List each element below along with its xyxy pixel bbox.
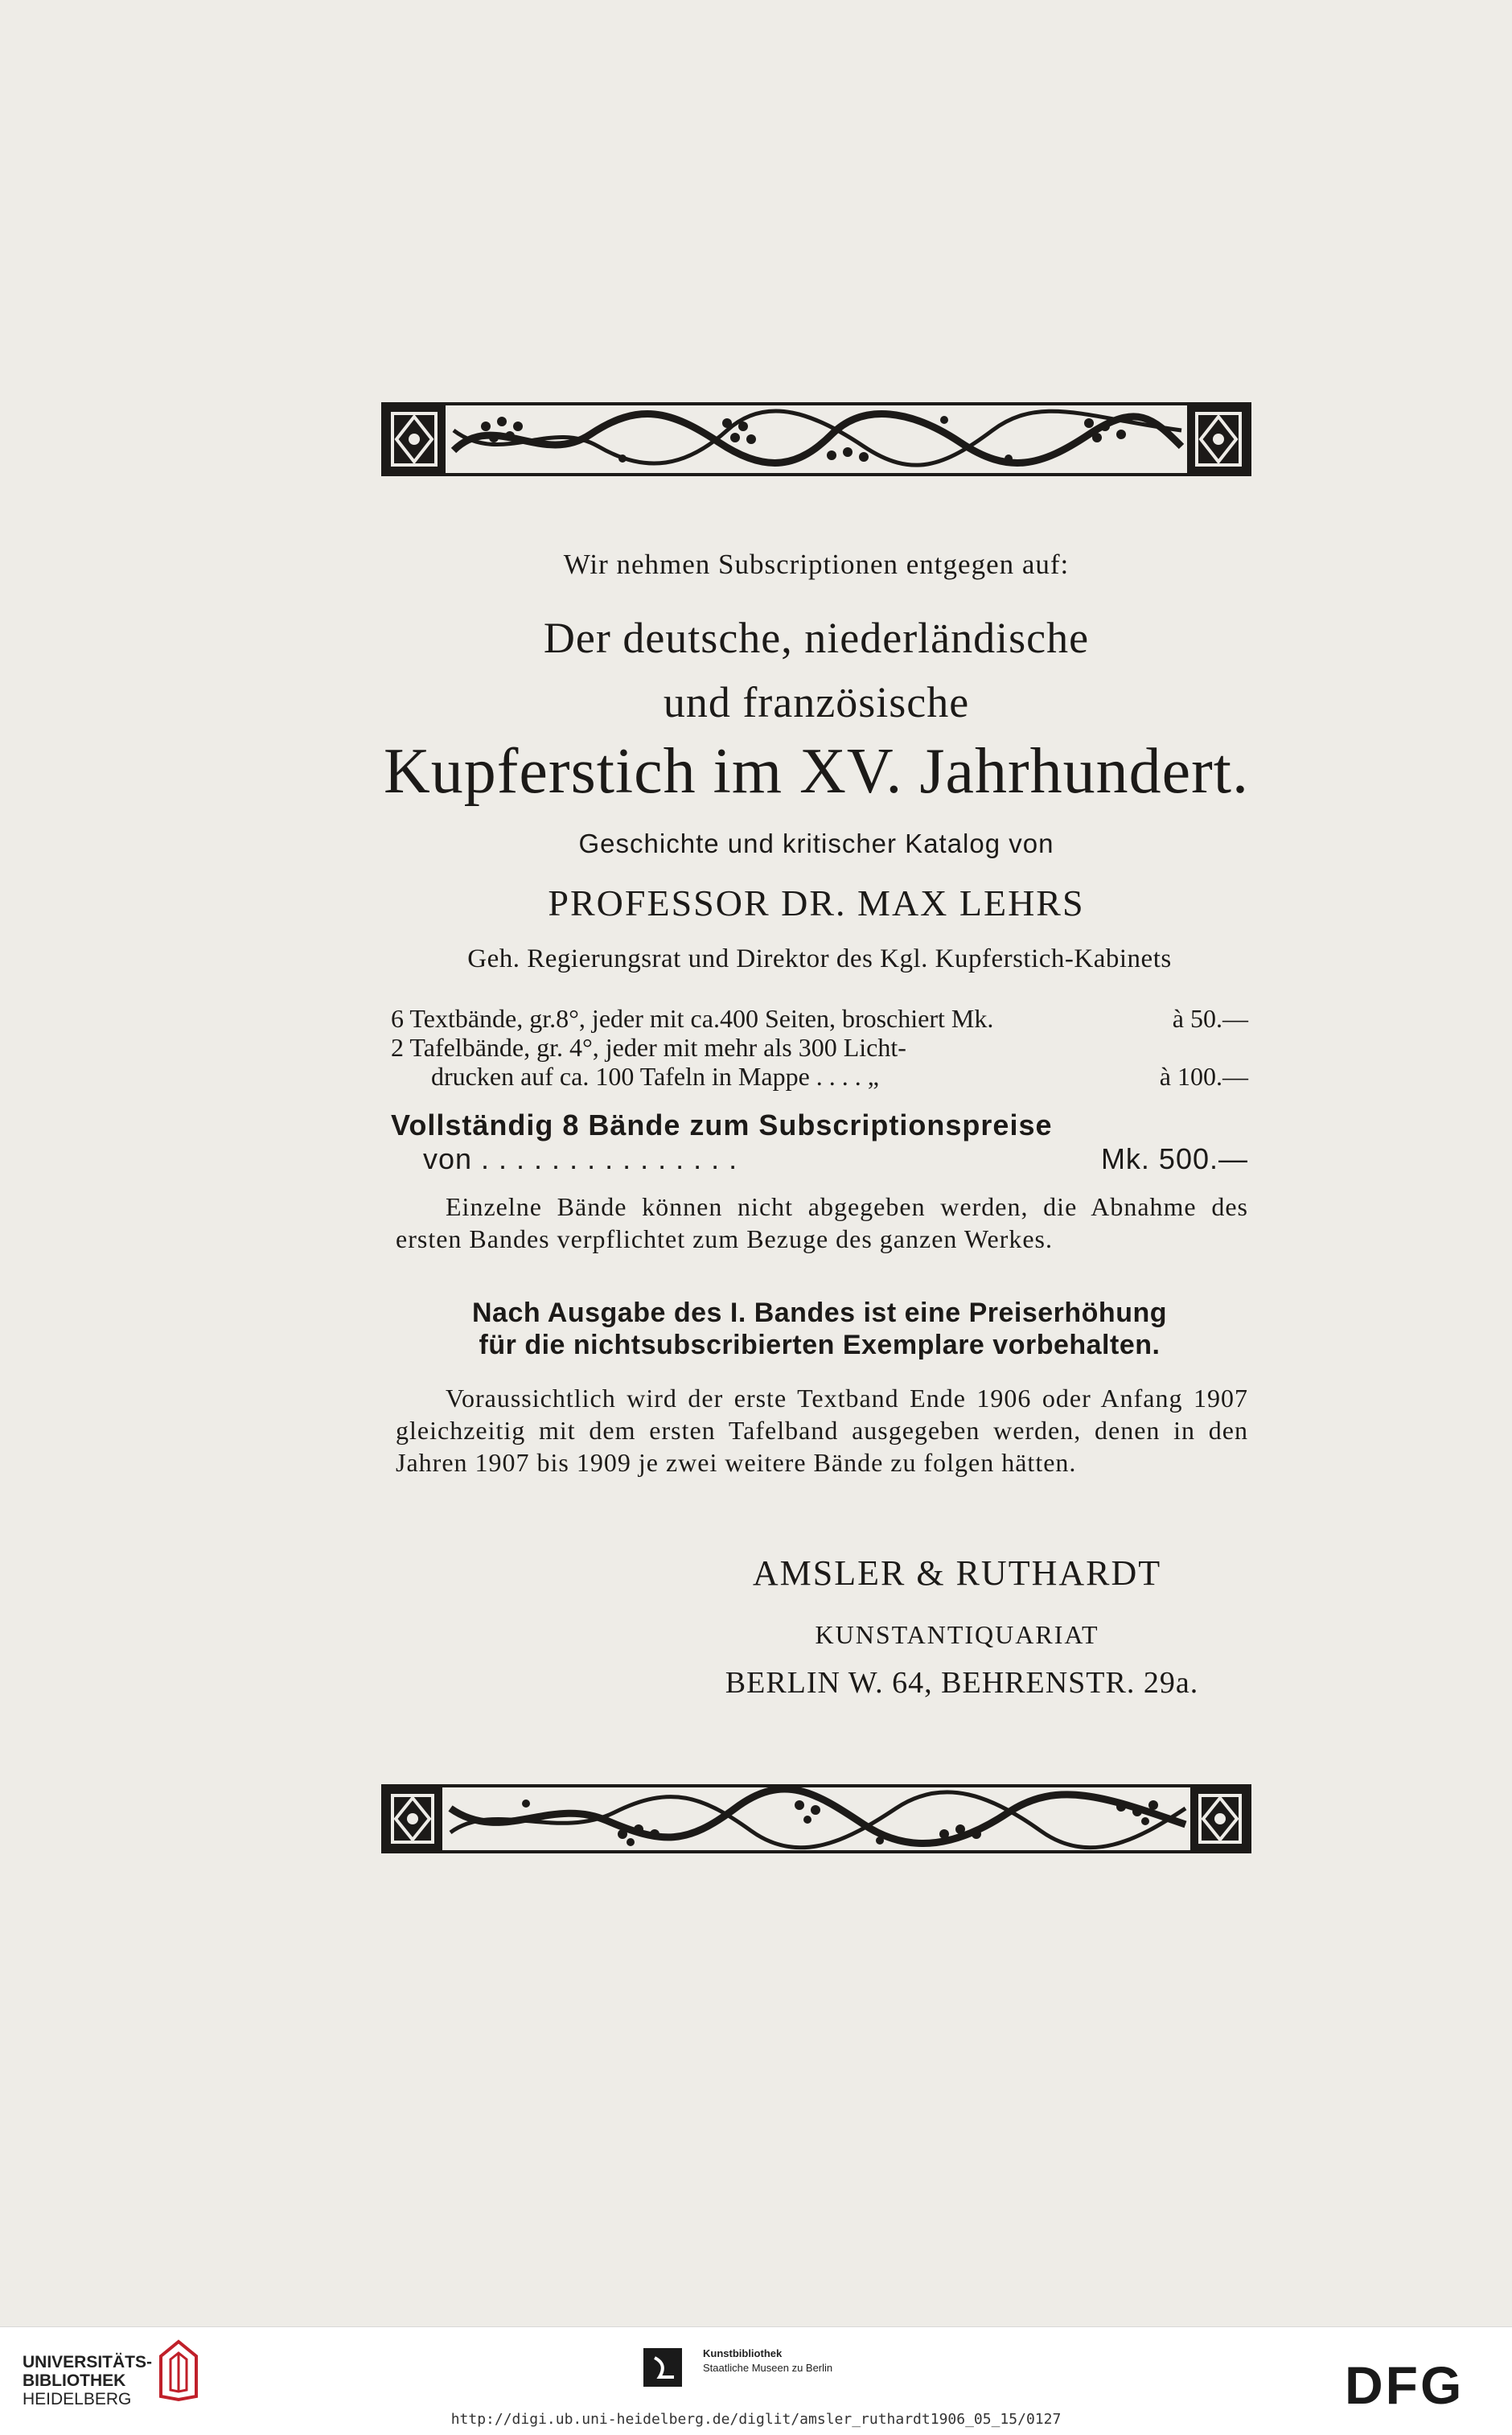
volume-description: 2 Tafelbände, gr. 4°, jeder mit mehr als 300 Licht- <box>391 1033 906 1062</box>
title-line-1: Der deutsche, niederländische <box>543 614 1090 662</box>
subtitle: Geschichte und kritischer Katalog von <box>578 829 1054 858</box>
publisher-name: AMSLER & RUTHARDT <box>752 1553 1162 1593</box>
author-position: Geh. Regierungsrat und Direktor des Kgl. Kupferstich-Kabinets <box>467 944 1172 973</box>
library-line-2: BIBLIOTHEK <box>23 2371 126 2390</box>
complete-price: Mk. 500.— <box>1100 1142 1248 1175</box>
volume-price: à 50.— <box>1172 1004 1248 1033</box>
publisher-type: KUNSTANTIQUARIAT <box>815 1620 1099 1649</box>
note-single-volumes: Einzelne Bände können nicht abgegeben werden, die Abnahme des ersten Bandes verpflichtet zum Bezuge des ganzen Werkes. <box>396 1192 1248 1253</box>
title-line-3: Kupferstich im XV. Jahrhundert. <box>384 736 1249 807</box>
author-name: PROFESSOR DR. MAX LEHRS <box>548 882 1085 923</box>
library-logo-icon <box>154 2338 211 2403</box>
bottom-ornament-border <box>381 1784 1251 1853</box>
volume-price: à 100.— <box>1159 1062 1248 1091</box>
partner-line-2: Staatliche Museen zu Berlin <box>703 2362 833 2374</box>
price-notice-line-1: Nach Ausgabe des I. Bandes ist eine Preiserhöhung <box>471 1298 1168 1328</box>
permalink-url[interactable]: http://digi.ub.uni-heidelberg.de/diglit/amsler_ruthardt1906_05_15/0127 <box>450 2411 1062 2428</box>
price-notice <box>391 1297 1248 1361</box>
complete-offer: Vollständig 8 Bände zum Subscriptionspreise <box>391 1109 1053 1141</box>
library-line-3: HEIDELBERG <box>23 2390 132 2408</box>
volume-row <box>431 1062 1248 1092</box>
volume-row <box>391 1004 1248 1034</box>
intro-text: Wir nehmen Subscriptionen entgegen auf: <box>563 549 1070 580</box>
volume-row <box>391 1033 1248 1063</box>
complete-von: von . . . . . . . . . . . . . . . <box>423 1142 738 1175</box>
volume-description: 6 Textbände, gr.8°, jeder mit ca.400 Seiten, broschiert Mk. <box>391 1004 994 1033</box>
volume-description: drucken auf ca. 100 Tafeln in Mappe . . . . „ <box>431 1062 879 1091</box>
publisher-address: BERLIN W. 64, BEHRENSTR. 29a. <box>725 1666 1199 1700</box>
schedule-note: Voraussichtlich wird der erste Textband Ende 1906 oder Anfang 1907 gleichzeitig mit dem ersten Tafelband ausgegeben werden, denen in den Jahren 1907 bis 1909 je zwei weitere Bände zu folgen hätten. <box>396 1384 1248 1477</box>
library-name[interactable] <box>23 2353 152 2408</box>
library-line-1: UNIVERSITÄTS- <box>23 2353 153 2371</box>
partner-name[interactable] <box>703 2347 832 2375</box>
dfg-logo[interactable]: DFG <box>1345 2355 1465 2415</box>
title-line-2: und französische <box>663 678 970 726</box>
complete-offer-price-row <box>423 1142 1248 1176</box>
top-ornament-border <box>381 402 1251 476</box>
footer-bar <box>0 2326 1512 2435</box>
price-notice-line-2: für die nichtsubscribierten Exemplare vorbehalten. <box>479 1330 1161 1360</box>
partner-line-1: Kunstbibliothek <box>703 2347 783 2359</box>
